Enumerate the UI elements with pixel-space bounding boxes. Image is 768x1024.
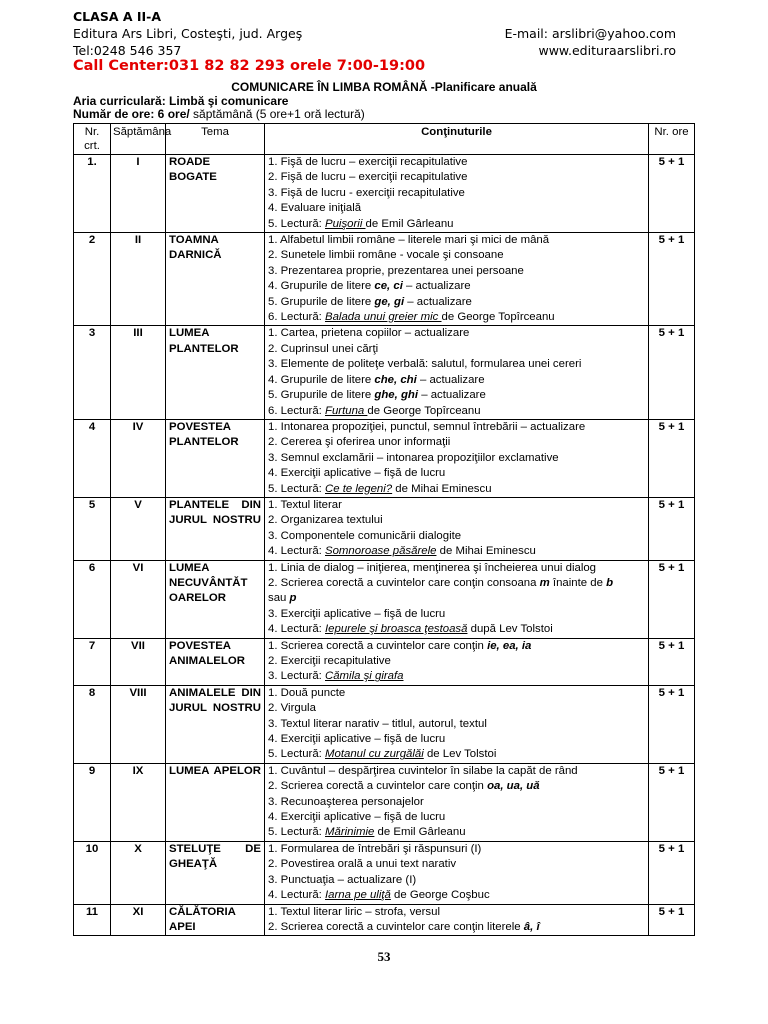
row-week: II bbox=[111, 233, 166, 326]
content-segment: b bbox=[606, 576, 614, 589]
content-segment: 3. Textul literar narativ – titlul, autorul, textul bbox=[268, 717, 487, 730]
row-number: 1. bbox=[74, 155, 111, 233]
content-line bbox=[268, 747, 645, 762]
row-contents bbox=[265, 419, 649, 497]
content-line bbox=[268, 155, 645, 170]
row-theme: CĂLĂTORIA APEI bbox=[166, 904, 265, 936]
content-line bbox=[268, 186, 645, 201]
row-hours: 5 + 1 bbox=[649, 841, 695, 904]
content-segment: p bbox=[289, 592, 297, 605]
table-row bbox=[74, 419, 695, 497]
content-line bbox=[268, 482, 645, 497]
content-line bbox=[268, 576, 645, 591]
table-header-row bbox=[74, 124, 695, 155]
content-segment: Motanul cu zurgălăi bbox=[325, 748, 424, 761]
content-line bbox=[268, 279, 645, 294]
content-segment: 2. Scrierea corectă a cuvintelor care conţin literele bbox=[268, 920, 524, 933]
content-line bbox=[268, 404, 645, 419]
row-hours: 5 + 1 bbox=[649, 638, 695, 685]
row-hours: 5 + 1 bbox=[649, 685, 695, 763]
content-segment: 3. Fişă de lucru - exerciţii recapitulative bbox=[268, 186, 465, 199]
content-segment: – actualizare bbox=[416, 373, 485, 386]
content-segment: de George Topîrceanu bbox=[367, 404, 481, 417]
content-segment: 6. Lectură: bbox=[268, 311, 325, 324]
content-segment: de George Coşbuc bbox=[390, 889, 490, 902]
row-theme: LUMEA APELOR bbox=[166, 763, 265, 841]
row-week: X bbox=[111, 841, 166, 904]
content-segment: 2. Povestirea orală a unui text narativ bbox=[268, 858, 457, 871]
content-line bbox=[268, 842, 645, 857]
content-segment: – actualizare bbox=[418, 389, 486, 402]
row-theme: PLANTELE DIN JURUL NOSTRU bbox=[166, 497, 265, 560]
content-segment: ghe, ghi bbox=[374, 389, 419, 402]
table-row bbox=[74, 638, 695, 685]
email-contact[interactable]: E-mail: arslibri@yahoo.com bbox=[504, 26, 676, 41]
row-hours: 5 + 1 bbox=[649, 497, 695, 560]
content-segment: de George Topîrceanu bbox=[441, 311, 555, 324]
content-line bbox=[268, 717, 645, 732]
content-segment: 4. Lectură: bbox=[268, 889, 325, 902]
phone-contact: Tel:0248 546 357 bbox=[73, 43, 182, 58]
header-tema: Tema bbox=[166, 124, 265, 155]
content-segment: 2. Cererea şi oferirea unor informaţii bbox=[268, 436, 451, 449]
row-contents bbox=[265, 497, 649, 560]
content-line bbox=[268, 857, 645, 872]
content-line bbox=[268, 607, 645, 622]
header-nr-ore: Nr. ore bbox=[649, 124, 695, 155]
content-segment: 5. Lectură: bbox=[268, 826, 325, 839]
header-continuturi: Conţinuturile bbox=[265, 124, 649, 155]
row-number: 9 bbox=[74, 763, 111, 841]
numar-ore-suffix: săptămână (5 ore+1 oră lectură) bbox=[189, 107, 365, 121]
content-segment: 3. Semnul exclamării – intonarea propoziţiilor exclamative bbox=[268, 451, 559, 464]
content-line bbox=[268, 295, 645, 310]
content-line bbox=[268, 764, 645, 779]
content-segment: Somnoroase păsărele bbox=[325, 545, 437, 558]
content-segment: Iarna pe uliţă bbox=[325, 889, 391, 902]
content-segment: 4. Evaluare iniţială bbox=[268, 202, 362, 215]
content-line bbox=[268, 466, 645, 481]
content-line bbox=[268, 529, 645, 544]
table-row bbox=[74, 560, 695, 638]
row-theme: TOAMNA DARNICĂ bbox=[166, 233, 265, 326]
aria-curriculara bbox=[73, 94, 288, 108]
content-segment: oa, ua, uă bbox=[487, 780, 540, 793]
content-line bbox=[268, 420, 645, 435]
content-segment: 2. Exerciţii recapitulative bbox=[268, 655, 391, 667]
row-theme: LUMEA NECUVÂNTĂT OARELOR bbox=[166, 560, 265, 638]
content-segment: înainte de bbox=[549, 576, 607, 589]
row-contents bbox=[265, 685, 649, 763]
content-segment: 1. Două puncte bbox=[268, 686, 346, 699]
content-line bbox=[268, 264, 645, 279]
table-row bbox=[74, 155, 695, 233]
row-number: 4 bbox=[74, 419, 111, 497]
row-theme: POVESTEA PLANTELOR bbox=[166, 419, 265, 497]
content-segment: 3. Recunoaşterea personajelor bbox=[268, 795, 424, 808]
content-segment: 3. Exerciţii aplicative – fişă de lucru bbox=[268, 607, 446, 620]
content-segment: 2. Cuprinsul unei cărţi bbox=[268, 342, 379, 355]
row-week: VIII bbox=[111, 685, 166, 763]
row-contents bbox=[265, 638, 649, 685]
content-segment: 3. Elemente de politeţe verbală: salutul, formularea unei cereri bbox=[268, 358, 582, 371]
row-week: VII bbox=[111, 638, 166, 685]
row-week: V bbox=[111, 497, 166, 560]
content-segment: 2. Scrierea corectă a cuvintelor care conţin consoana bbox=[268, 576, 540, 589]
content-segment: 5. Grupurile de litere bbox=[268, 389, 375, 402]
table-row bbox=[74, 685, 695, 763]
row-hours: 5 + 1 bbox=[649, 233, 695, 326]
content-segment: 4. Grupurile de litere bbox=[268, 373, 375, 386]
content-segment: 1. Cartea, prietena copiilor – actualizare bbox=[268, 327, 470, 340]
row-number: 8 bbox=[74, 685, 111, 763]
content-segment: 6. Lectură: bbox=[268, 404, 325, 417]
content-segment: – actualizare bbox=[402, 280, 471, 293]
content-segment: 4. Lectură: bbox=[268, 545, 325, 558]
content-segment: 2. Scrierea corectă a cuvintelor care conţin bbox=[268, 780, 488, 793]
content-segment: â, î bbox=[523, 920, 540, 933]
content-segment: 1. Textul literar liric – strofa, versul bbox=[268, 905, 440, 918]
content-line bbox=[268, 310, 645, 325]
content-line bbox=[268, 654, 645, 669]
content-segment: 4. Exerciţii aplicative – fişă de lucru bbox=[268, 467, 446, 480]
content-line bbox=[268, 732, 645, 747]
content-segment: 1. Cuvântul – despărţirea cuvintelor în silabe la capăt de rând bbox=[268, 764, 578, 777]
content-segment: 1. Fişă de lucru – exerciţii recapitulative bbox=[268, 156, 468, 168]
content-segment: 5. Lectură: bbox=[268, 217, 325, 230]
row-hours: 5 + 1 bbox=[649, 763, 695, 841]
content-segment: 2. Organizarea textului bbox=[268, 514, 383, 527]
content-segment: de Mihai Eminescu bbox=[392, 482, 492, 495]
content-segment: 1. Formularea de întrebări şi răspunsuri (I) bbox=[268, 842, 482, 855]
table-row bbox=[74, 326, 695, 419]
content-line bbox=[268, 233, 645, 248]
content-segment: după Lev Tolstoi bbox=[467, 623, 553, 636]
header-saptamana: Săptămâna bbox=[111, 124, 166, 155]
content-segment: Balada unui greier mic bbox=[325, 311, 442, 324]
content-line bbox=[268, 686, 645, 701]
row-number: 10 bbox=[74, 841, 111, 904]
row-hours: 5 + 1 bbox=[649, 419, 695, 497]
row-number: 5 bbox=[74, 497, 111, 560]
row-week: I bbox=[111, 155, 166, 233]
row-contents bbox=[265, 155, 649, 233]
row-contents bbox=[265, 763, 649, 841]
content-segment: 2. Sunetele limbii române - vocale şi consoane bbox=[268, 249, 504, 262]
content-segment: 5. Lectură: bbox=[268, 748, 325, 761]
content-line bbox=[268, 810, 645, 825]
row-theme: LUMEA PLANTELOR bbox=[166, 326, 265, 419]
content-segment: de Lev Tolstoi bbox=[423, 748, 497, 761]
call-center-line: Call Center:031 82 82 293 orele 7:00-19:00 bbox=[73, 58, 426, 74]
content-segment: ge, gi bbox=[374, 295, 405, 308]
content-line bbox=[268, 248, 645, 263]
content-segment: de Emil Gârleanu bbox=[374, 826, 466, 839]
content-line bbox=[268, 513, 645, 528]
class-label: CLASA A II-A bbox=[73, 9, 162, 24]
content-segment: 2. Virgula bbox=[268, 702, 316, 715]
row-hours: 5 + 1 bbox=[649, 155, 695, 233]
content-segment: 4. Exerciţii aplicative – fişă de lucru bbox=[268, 811, 446, 824]
table-row bbox=[74, 841, 695, 904]
row-week: XI bbox=[111, 904, 166, 936]
row-contents bbox=[265, 233, 649, 326]
content-segment: 3. Prezentarea proprie, prezentarea unei persoane bbox=[268, 264, 524, 277]
content-segment: Puişorii bbox=[325, 217, 366, 230]
row-contents bbox=[265, 904, 649, 936]
content-line bbox=[268, 905, 645, 920]
table-row bbox=[74, 233, 695, 326]
table-row bbox=[74, 763, 695, 841]
row-theme: ROADE BOGATE bbox=[166, 155, 265, 233]
content-line bbox=[268, 591, 645, 606]
content-segment: 1. Scrierea corectă a cuvintelor care conţin bbox=[268, 639, 488, 652]
content-segment: 4. Exerciţii aplicative – fişă de lucru bbox=[268, 733, 446, 746]
content-segment: m bbox=[539, 576, 550, 589]
content-segment: 1. Intonarea propoziţiei, punctul, semnul întrebării – actualizare bbox=[268, 420, 586, 433]
content-line bbox=[268, 435, 645, 450]
row-week: VI bbox=[111, 560, 166, 638]
planning-table bbox=[73, 123, 695, 936]
content-segment: ce, ci bbox=[374, 280, 403, 293]
content-segment: de Emil Gârleanu bbox=[365, 217, 454, 230]
content-line bbox=[268, 201, 645, 216]
table-body bbox=[74, 155, 695, 936]
website-link[interactable]: www.edituraarslibri.ro bbox=[538, 43, 676, 58]
content-line bbox=[268, 373, 645, 388]
content-line bbox=[268, 326, 645, 341]
content-segment: 3. Componentele comunicării dialogite bbox=[268, 529, 462, 542]
content-segment: de Mihai Eminescu bbox=[436, 545, 536, 558]
row-contents bbox=[265, 560, 649, 638]
content-line bbox=[268, 825, 645, 840]
content-line bbox=[268, 795, 645, 810]
content-line bbox=[268, 561, 645, 576]
row-number: 2 bbox=[74, 233, 111, 326]
content-segment: Furtuna bbox=[325, 404, 368, 417]
content-line bbox=[268, 873, 645, 888]
content-segment: sau bbox=[268, 592, 290, 605]
content-line bbox=[268, 342, 645, 357]
content-segment: 1. Alfabetul limbii române – literele mari şi mici de mână bbox=[268, 234, 550, 247]
content-line bbox=[268, 639, 645, 654]
row-theme: ANIMALELE DIN JURUL NOSTRU bbox=[166, 685, 265, 763]
row-number: 11 bbox=[74, 904, 111, 936]
row-number: 3 bbox=[74, 326, 111, 419]
row-theme: STELUŢE DE GHEAŢĂ bbox=[166, 841, 265, 904]
header-nr-crt: Nr. crt. bbox=[74, 124, 111, 155]
content-line bbox=[268, 920, 645, 935]
content-segment: Ce te legeni? bbox=[325, 482, 393, 495]
table-row bbox=[74, 904, 695, 936]
row-contents bbox=[265, 326, 649, 419]
content-segment: ie, ea, ia bbox=[487, 639, 532, 652]
row-number: 7 bbox=[74, 638, 111, 685]
content-segment: Mărinimie bbox=[325, 826, 375, 839]
content-segment: 4. Grupurile de litere bbox=[268, 280, 375, 293]
row-contents bbox=[265, 841, 649, 904]
publisher-name: Editura Ars Libri, Costeşti, jud. Argeş bbox=[73, 26, 303, 41]
content-segment: Cămila şi girafa bbox=[325, 670, 404, 683]
content-segment: Iepurele şi broasca ţestoasă bbox=[325, 623, 468, 636]
content-line bbox=[268, 498, 645, 513]
document-title: COMUNICARE ÎN LIMBA ROMÂNĂ -Planificare anuală bbox=[231, 80, 537, 94]
numar-ore-prefix: Număr de ore: 6 ore/ bbox=[73, 107, 190, 121]
content-segment: 3. Lectură: bbox=[268, 670, 325, 683]
content-line bbox=[268, 544, 645, 559]
content-segment: 4. Lectură: bbox=[268, 623, 325, 636]
content-line bbox=[268, 622, 645, 637]
aria-curriculara-text: Aria curriculară: Limbă şi comunicare bbox=[73, 94, 289, 108]
content-segment: 2. Fişă de lucru – exerciţii recapitulative bbox=[268, 171, 468, 184]
row-week: IV bbox=[111, 419, 166, 497]
content-segment: 3. Punctuaţia – actualizare (I) bbox=[268, 873, 417, 886]
content-line bbox=[268, 357, 645, 372]
content-segment: 5. Grupurile de litere bbox=[268, 295, 375, 308]
content-line bbox=[268, 451, 645, 466]
content-segment: – actualizare bbox=[404, 295, 472, 308]
page-number: 53 bbox=[377, 949, 391, 964]
content-segment: 1. Linia de dialog – iniţierea, menţinerea şi încheierea unui dialog bbox=[268, 561, 597, 574]
content-line bbox=[268, 170, 645, 185]
row-hours: 5 + 1 bbox=[649, 326, 695, 419]
content-line bbox=[268, 669, 645, 684]
content-line bbox=[268, 217, 645, 232]
content-segment: che, chi bbox=[374, 373, 417, 386]
numar-ore bbox=[73, 107, 365, 121]
content-segment: 1. Textul literar bbox=[268, 498, 342, 511]
row-hours: 5 + 1 bbox=[649, 904, 695, 936]
content-line bbox=[268, 888, 645, 903]
content-segment: 5. Lectură: bbox=[268, 482, 325, 495]
row-theme: POVESTEA ANIMALELOR bbox=[166, 638, 265, 685]
content-line bbox=[268, 779, 645, 794]
row-week: IX bbox=[111, 763, 166, 841]
table-row bbox=[74, 497, 695, 560]
row-week: III bbox=[111, 326, 166, 419]
row-hours: 5 + 1 bbox=[649, 560, 695, 638]
content-line bbox=[268, 388, 645, 403]
row-number: 6 bbox=[74, 560, 111, 638]
content-line bbox=[268, 701, 645, 716]
